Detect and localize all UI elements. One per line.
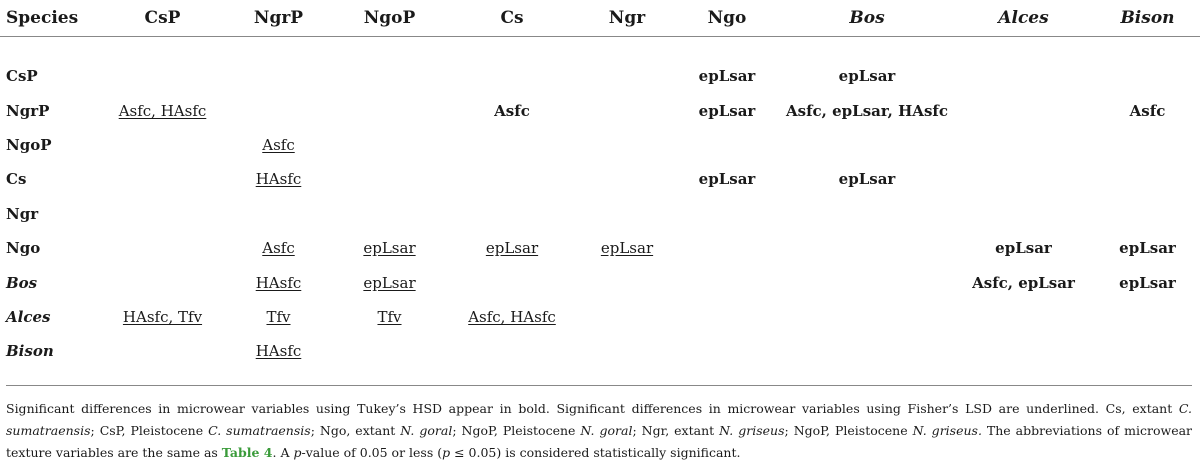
table-cell bbox=[105, 197, 220, 231]
table-cell bbox=[782, 231, 952, 265]
column-header: Ngo bbox=[707, 8, 747, 28]
table-cell bbox=[672, 334, 782, 368]
table-cell bbox=[337, 300, 442, 334]
column-header: Bos bbox=[849, 8, 885, 28]
footnote-text: ≤ 0.05) is considered statistically significant. bbox=[450, 445, 741, 460]
table-cell bbox=[582, 162, 672, 196]
table-cell bbox=[337, 162, 442, 196]
footnote-taxon: C. sumatraensis bbox=[208, 423, 311, 438]
cell-value: Asfc, epLsar, HAsfc bbox=[786, 101, 948, 120]
table-cell bbox=[337, 197, 442, 231]
column-header: Bison bbox=[1120, 8, 1175, 28]
cell-value: HAsfc bbox=[255, 170, 302, 189]
table-cell bbox=[1095, 197, 1200, 231]
table-cell bbox=[220, 59, 337, 93]
cell-value: epLsar bbox=[363, 273, 416, 292]
table-cell bbox=[782, 162, 952, 196]
footnote-text: ; NgoP, Pleistocene bbox=[784, 423, 913, 438]
column-header: Cs bbox=[500, 8, 524, 28]
row-species-label: Bison bbox=[6, 342, 54, 361]
cell-value: epLsar bbox=[363, 239, 416, 258]
table-cell bbox=[582, 93, 672, 127]
table-cell bbox=[672, 93, 782, 127]
table-footnote bbox=[6, 385, 1192, 464]
table-cell bbox=[782, 93, 952, 127]
cell-value: epLsar bbox=[838, 67, 896, 86]
cell-value: epLsar bbox=[698, 101, 756, 120]
table-row bbox=[0, 334, 1200, 368]
footnote-text: ; Ngr, extant bbox=[632, 423, 720, 438]
table-cell bbox=[105, 59, 220, 93]
column-header: NgrP bbox=[253, 8, 304, 28]
footnote-taxon: N. goral bbox=[400, 423, 453, 438]
cell-value: Asfc bbox=[494, 101, 530, 120]
table-row bbox=[0, 59, 1200, 93]
footnote-taxon: N. griseus bbox=[719, 423, 785, 438]
row-species-label: Cs bbox=[6, 170, 27, 189]
footnote-text: . A bbox=[272, 445, 294, 460]
table-cell bbox=[782, 197, 952, 231]
column-header: Ngr bbox=[608, 8, 646, 28]
table-cell bbox=[582, 300, 672, 334]
footnote-text: ; NgoP, Pleistocene bbox=[452, 423, 581, 438]
cell-value: Asfc, HAsfc bbox=[118, 101, 207, 120]
row-species-label: CsP bbox=[6, 67, 38, 86]
footnote-text: ; CsP, Pleistocene bbox=[90, 423, 209, 438]
table-body bbox=[0, 37, 1200, 369]
row-species-label: Bos bbox=[6, 273, 38, 292]
footnote-text: The abbreviations of microwear texture variables are the same as bbox=[6, 423, 1193, 460]
column-header: CsP bbox=[144, 8, 181, 28]
table-row bbox=[0, 162, 1200, 196]
table-cell bbox=[672, 162, 782, 196]
table-row bbox=[0, 265, 1200, 299]
table-cell bbox=[952, 231, 1095, 265]
cell-value: epLsar bbox=[698, 170, 756, 189]
table-4-link[interactable]: Table 4 bbox=[221, 445, 273, 460]
row-species-label: NgoP bbox=[6, 135, 52, 154]
table-cell bbox=[220, 197, 337, 231]
table-cell bbox=[337, 231, 442, 265]
footnote-text: ; Ngo, extant bbox=[310, 423, 401, 438]
table-row bbox=[0, 231, 1200, 265]
cell-value: epLsar bbox=[698, 67, 756, 86]
row-species-label: NgrP bbox=[6, 101, 50, 120]
row-species-label: Alces bbox=[6, 307, 51, 326]
column-header: Alces bbox=[998, 8, 1049, 28]
footnote-text: Significant differences in microwear variables using Tukey’s HSD appear in bold. Significant differences in microwear variables using Fisher’s LSD are underlined. Cs, extant bbox=[6, 401, 1179, 416]
table-cell bbox=[442, 93, 582, 127]
table-cell bbox=[952, 128, 1095, 162]
table-cell bbox=[672, 59, 782, 93]
table-cell bbox=[1095, 265, 1200, 299]
table-cell bbox=[1095, 93, 1200, 127]
cell-value: epLsar bbox=[995, 239, 1052, 258]
footnote-taxon: N. goral bbox=[580, 423, 633, 438]
cell-value: Asfc bbox=[262, 239, 295, 258]
table-cell bbox=[105, 128, 220, 162]
table-cell bbox=[220, 231, 337, 265]
table-cell bbox=[220, 300, 337, 334]
table-cell bbox=[582, 265, 672, 299]
column-header: NgoP bbox=[363, 8, 416, 28]
table-cell bbox=[1095, 59, 1200, 93]
table-cell bbox=[442, 231, 582, 265]
table-cell bbox=[442, 300, 582, 334]
table-cell bbox=[952, 162, 1095, 196]
table-cell bbox=[220, 93, 337, 127]
table-cell bbox=[442, 334, 582, 368]
table-header-row bbox=[0, 0, 1200, 37]
cell-value: HAsfc bbox=[255, 342, 302, 361]
table-cell bbox=[105, 265, 220, 299]
footnote-taxon: N. griseus. bbox=[912, 423, 982, 438]
row-species-label: Ngo bbox=[6, 239, 41, 258]
table-cell bbox=[582, 334, 672, 368]
table-cell bbox=[105, 334, 220, 368]
table-cell bbox=[337, 265, 442, 299]
table-cell bbox=[105, 300, 220, 334]
table-cell bbox=[1095, 300, 1200, 334]
table-cell bbox=[442, 265, 582, 299]
table-cell bbox=[952, 300, 1095, 334]
table-cell bbox=[442, 162, 582, 196]
cell-value: epLsar bbox=[1119, 239, 1176, 258]
table-cell bbox=[782, 300, 952, 334]
table-cell bbox=[1095, 128, 1200, 162]
cell-value: Tfv bbox=[377, 307, 402, 326]
table-cell bbox=[337, 59, 442, 93]
table-cell bbox=[952, 265, 1095, 299]
table-row bbox=[0, 128, 1200, 162]
table-cell bbox=[105, 93, 220, 127]
table-row bbox=[0, 300, 1200, 334]
table-cell bbox=[337, 128, 442, 162]
table-cell bbox=[1095, 334, 1200, 368]
table-cell bbox=[337, 93, 442, 127]
table-cell bbox=[952, 334, 1095, 368]
table-cell bbox=[220, 162, 337, 196]
table-cell bbox=[582, 197, 672, 231]
table-cell bbox=[952, 59, 1095, 93]
table-cell bbox=[672, 231, 782, 265]
table-cell bbox=[442, 197, 582, 231]
cell-value: Asfc, epLsar bbox=[972, 273, 1075, 292]
cell-value: HAsfc bbox=[255, 273, 302, 292]
footnote-p-symbol: p bbox=[442, 445, 451, 460]
cell-value: epLsar bbox=[600, 239, 654, 258]
cell-value: Asfc bbox=[1129, 101, 1166, 120]
table-row bbox=[0, 197, 1200, 231]
column-header: Species bbox=[6, 8, 79, 28]
table-cell bbox=[442, 59, 582, 93]
table-cell bbox=[1095, 231, 1200, 265]
table-cell bbox=[782, 59, 952, 93]
table-cell bbox=[782, 265, 952, 299]
table-cell bbox=[672, 128, 782, 162]
table-cell bbox=[782, 334, 952, 368]
table-cell bbox=[672, 197, 782, 231]
table-cell bbox=[1095, 162, 1200, 196]
table-cell bbox=[952, 197, 1095, 231]
cell-value: epLsar bbox=[1119, 273, 1176, 292]
table-cell bbox=[582, 231, 672, 265]
table-cell bbox=[105, 231, 220, 265]
cell-value: epLsar bbox=[838, 170, 896, 189]
table-cell bbox=[952, 93, 1095, 127]
footnote-p-symbol: p bbox=[293, 445, 302, 460]
table-cell bbox=[220, 128, 337, 162]
footnote-taxon: C. sumatraensis bbox=[6, 401, 1192, 438]
table-cell bbox=[220, 265, 337, 299]
table-cell bbox=[105, 162, 220, 196]
table-cell bbox=[672, 265, 782, 299]
footnote-text: -value of 0.05 or less ( bbox=[301, 445, 443, 460]
cell-value: Asfc bbox=[262, 135, 295, 154]
cell-value: Asfc, HAsfc bbox=[468, 307, 556, 326]
table-cell bbox=[582, 59, 672, 93]
cell-value: HAsfc, Tfv bbox=[122, 307, 203, 326]
table-cell bbox=[220, 334, 337, 368]
table-cell bbox=[672, 300, 782, 334]
cell-value: Tfv bbox=[266, 307, 291, 326]
table-cell bbox=[337, 334, 442, 368]
table-cell bbox=[442, 128, 582, 162]
cell-value: epLsar bbox=[485, 239, 539, 258]
row-species-label: Ngr bbox=[6, 204, 39, 223]
table-row bbox=[0, 93, 1200, 127]
table-cell bbox=[782, 128, 952, 162]
table-cell bbox=[582, 128, 672, 162]
